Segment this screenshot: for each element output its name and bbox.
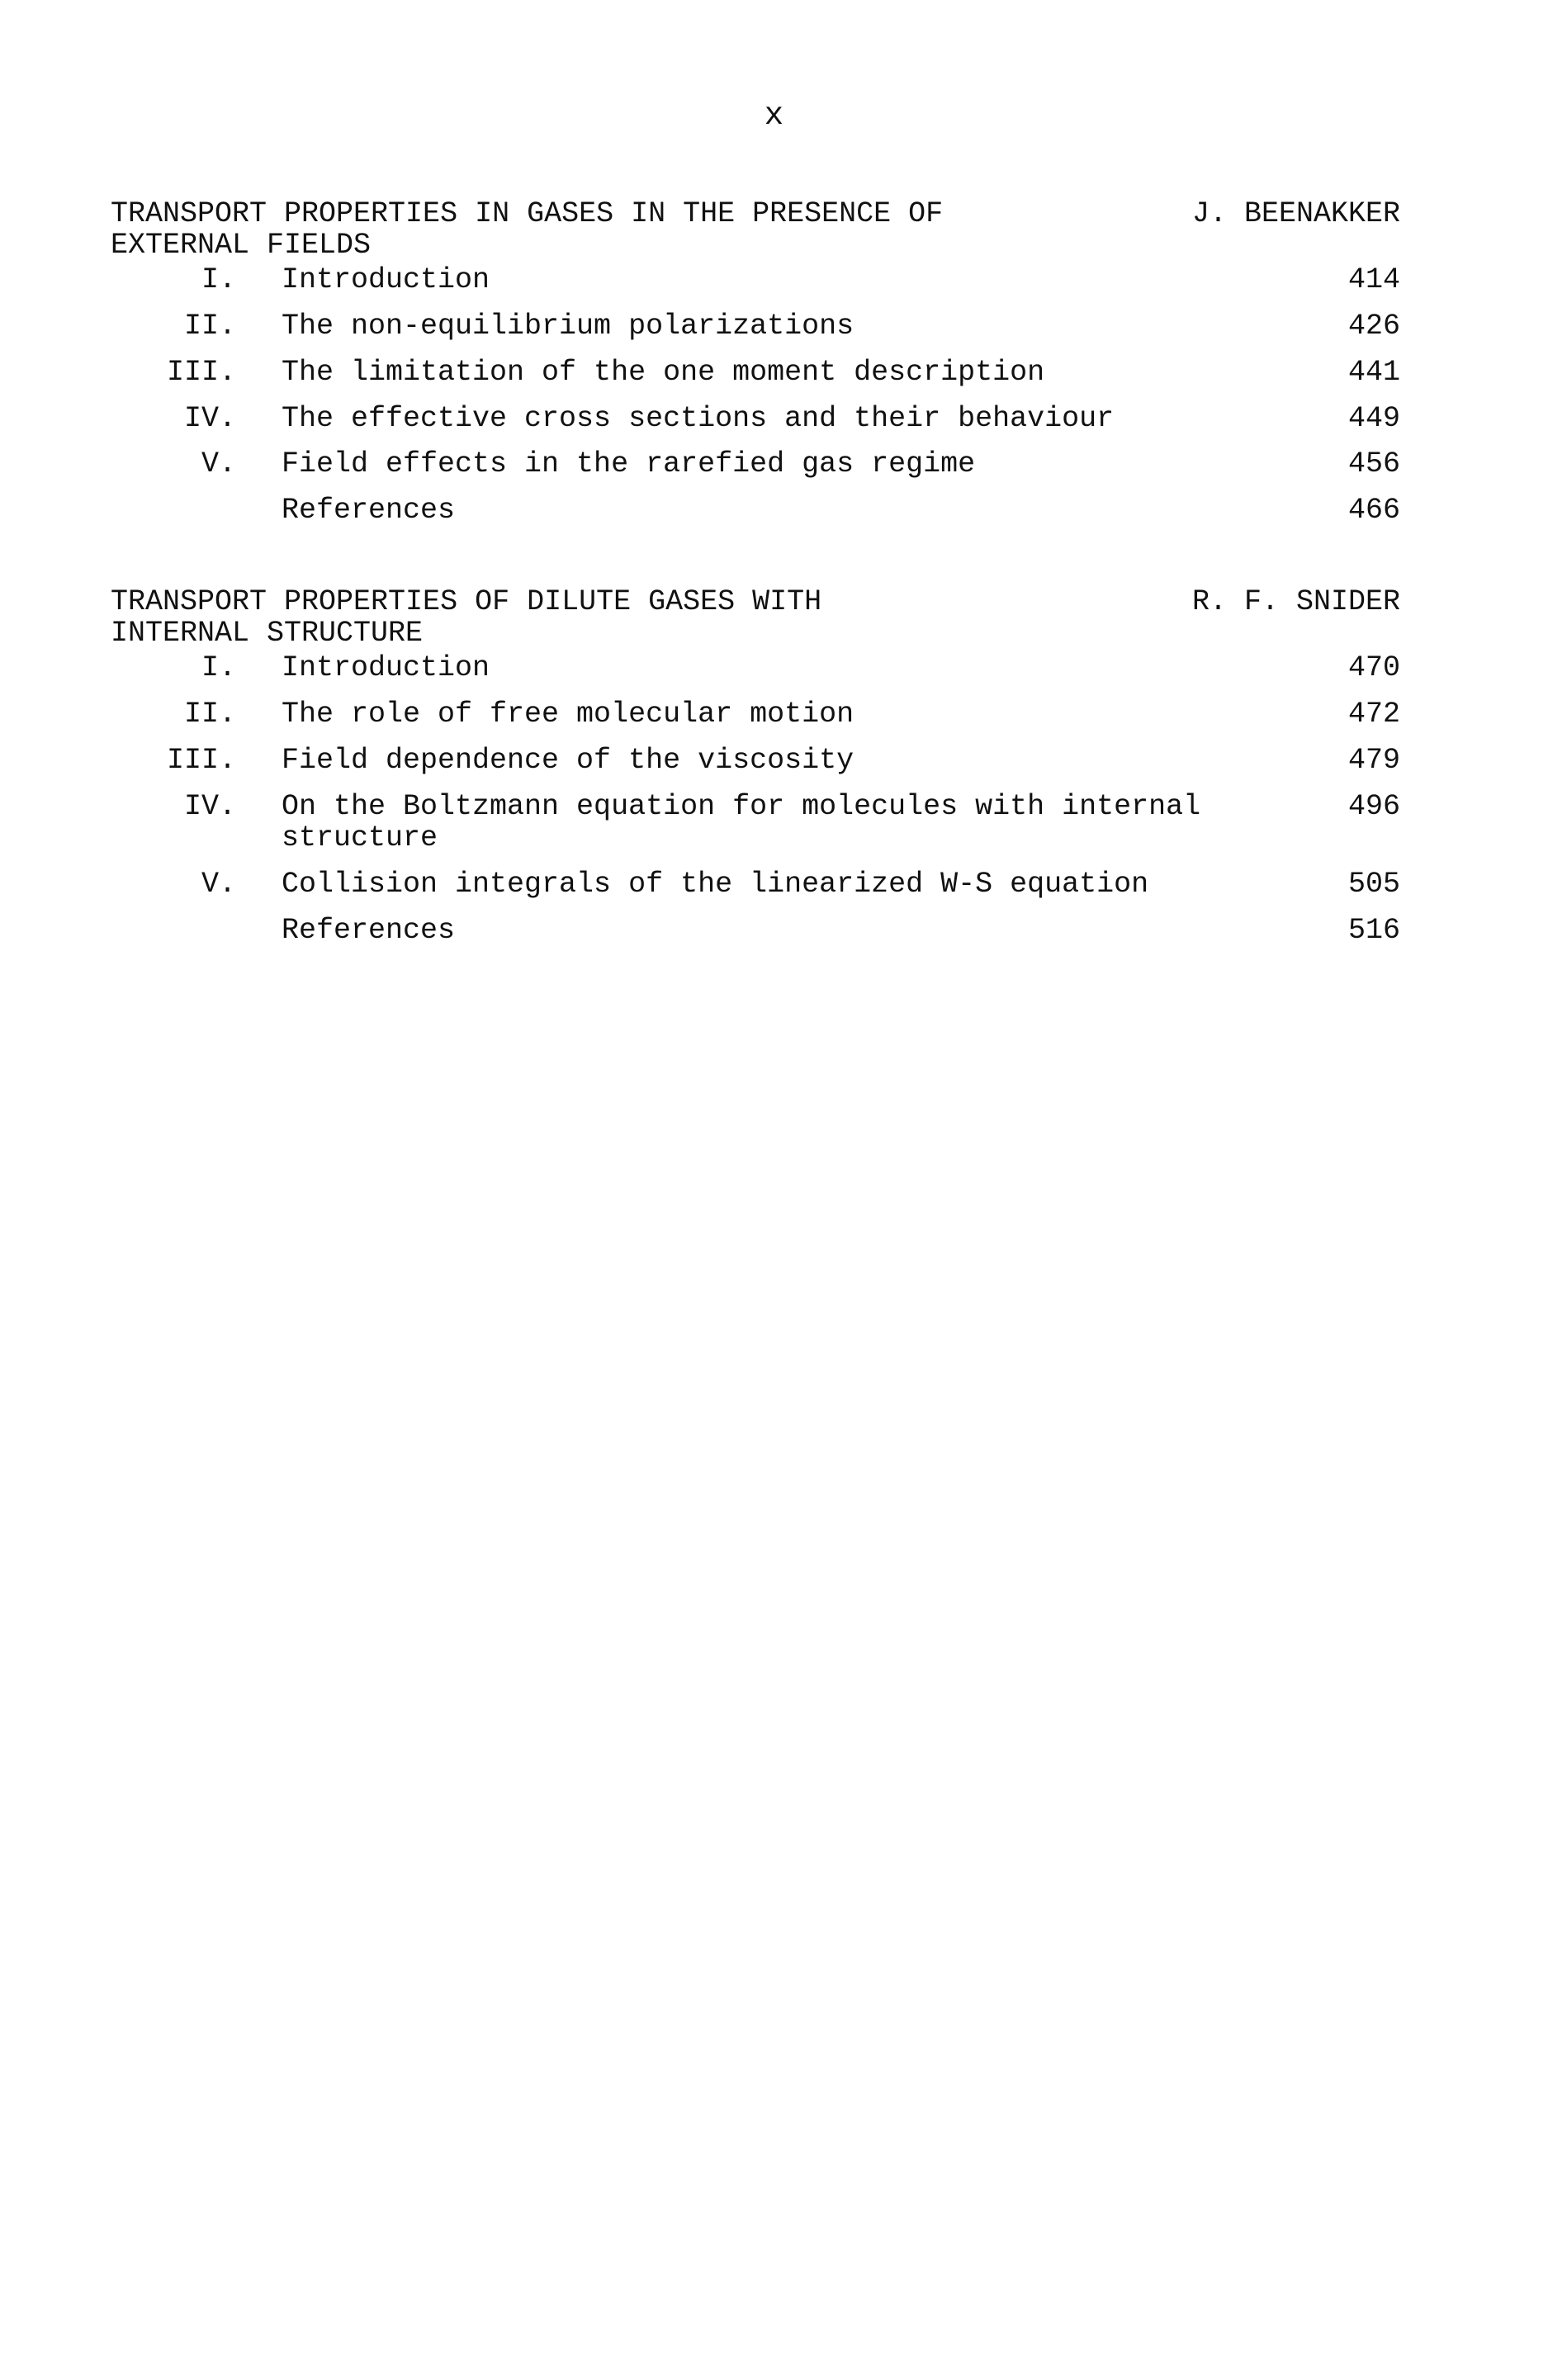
- entry-page: 414: [1347, 263, 1400, 296]
- toc-section-beenakker: [111, 197, 1400, 527]
- section-title[interactable]: TRANSPORT PROPERTIES IN GASES IN THE PRESENCE OF EXTERNAL FIELDS: [111, 197, 944, 262]
- entry-number: V.: [201, 868, 236, 901]
- entry-title: On the Boltzmann equation for molecules with internal structure: [282, 790, 1201, 854]
- entry-page: 449: [1347, 402, 1400, 435]
- entry-page: 516: [1347, 914, 1400, 947]
- section-title[interactable]: TRANSPORT PROPERTIES OF DILUTE GASES WITH INTERNAL STRUCTURE: [111, 585, 822, 650]
- entry-title: Field dependence of the viscosity: [282, 744, 854, 777]
- entry-title: Introduction: [282, 651, 490, 684]
- entry-page: 426: [1347, 310, 1400, 343]
- entry-number: I.: [201, 263, 236, 296]
- entry-page: 505: [1347, 868, 1400, 901]
- toc-section-snider: [111, 585, 1400, 947]
- entry-title: The non-equilibrium polarizations: [282, 310, 854, 343]
- entry-title: Field effects in the rarefied gas regime: [282, 447, 976, 480]
- entry-number: IV.: [183, 402, 236, 435]
- entry-page: 479: [1347, 744, 1400, 777]
- section-header: [111, 198, 1400, 264]
- section-header: [111, 586, 1400, 652]
- page-number: x: [764, 97, 784, 134]
- entry-title: The effective cross sections and their behaviour: [282, 402, 1115, 435]
- entry-page: 441: [1347, 356, 1400, 389]
- entry-page: 470: [1347, 651, 1400, 684]
- entry-number: V.: [201, 447, 236, 480]
- entry-page: 472: [1347, 698, 1400, 731]
- entry-title: Introduction: [282, 263, 490, 296]
- entry-title: The limitation of the one moment description: [282, 356, 1045, 389]
- entry-number: II.: [183, 698, 236, 731]
- entry-title: References: [282, 914, 456, 947]
- entry-title: References: [282, 494, 456, 527]
- entry-number: III.: [166, 744, 236, 777]
- section-author: R. F. SNIDER: [1191, 585, 1400, 618]
- entry-number: II.: [183, 310, 236, 343]
- entry-title: The role of free molecular motion: [282, 698, 854, 731]
- entry-page: 456: [1347, 447, 1400, 480]
- entry-title: Collision integrals of the linearized W-S equation: [282, 868, 1149, 901]
- section-author: J. BEENAKKER: [1191, 197, 1400, 230]
- entry-number: IV.: [183, 790, 236, 823]
- entry-page: 466: [1347, 494, 1400, 527]
- entry-page: 496: [1347, 790, 1400, 823]
- entry-number: III.: [166, 356, 236, 389]
- entry-number: I.: [201, 651, 236, 684]
